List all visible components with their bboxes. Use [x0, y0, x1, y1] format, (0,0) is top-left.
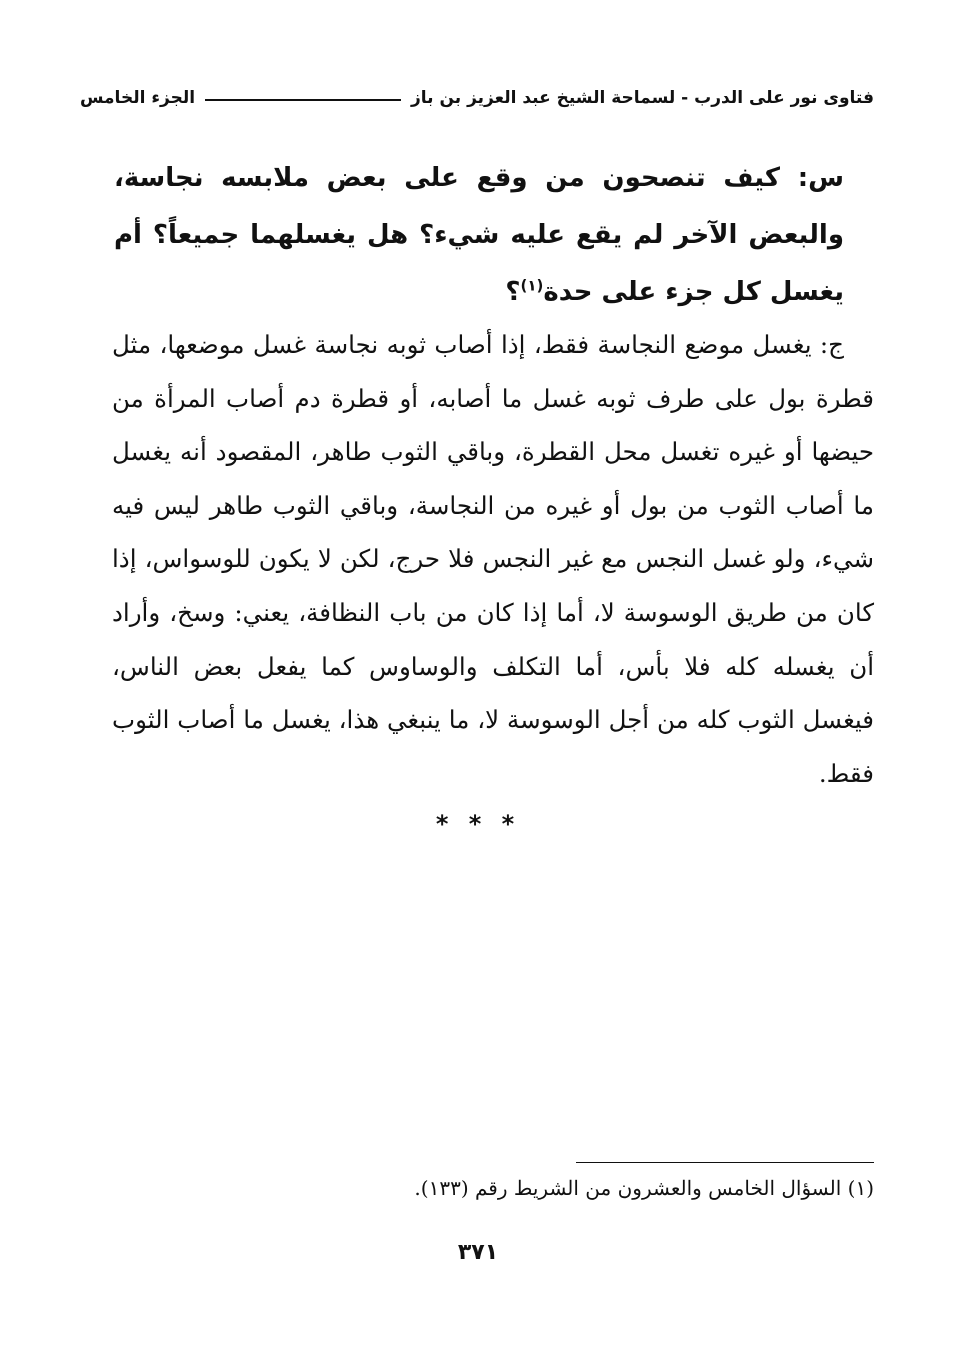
answer-block: [112, 318, 874, 800]
book-title: فتاوى نور على الدرب - لسماحة الشيخ عبد العزيز بن باز: [411, 88, 874, 108]
section-separator: * * *: [435, 810, 521, 838]
question-text: كيف تنصحون من وقع على بعض ملابسه نجاسة، والبعض الآخر لم يقع عليه شيء؟ هل يغسلهما جميعاً؟ أم يغسل كل جزء على حدة: [114, 163, 844, 307]
footnote-rule: [576, 1162, 874, 1163]
footnote: (١) السؤال الخامس والعشرون من الشريط رقم (١٣٣).: [414, 1176, 874, 1200]
question-label: س:: [797, 163, 844, 193]
answer-label: ج:: [819, 330, 844, 359]
volume-label: الجزء الخامس: [80, 88, 196, 108]
answer-text: يغسل موضع النجاسة فقط، إذا أصاب ثوبه نجاسة غسل موضعها، مثل قطرة بول على طرف ثوبه غسل ما أصابه، أو قطرة دم أصاب المرأة من حيضها أو غيره تغسل محل القطرة، وباقي الثوب طاهر، المقصود أنه يغسل ما أصاب الثوب من بول أو غيره من النجاسة، وباقي الثوب طاهر ليس فيه شيء، ولو غسل النجس مع غير النجس فلا حرج، لكن لا يكون للوسواس، إذا كان من طريق الوسوسة لا، أما إذا كان من باب النظافة، يعني: وسخ، وأراد أن يغسله كله فلا بأس، أما التكلف والوساوس كما يفعل بعض الناس، فيغسل الثوب كله من أجل الوسوسة لا، ما ينبغي هذا، يغسل ما أصاب الثوب فقط.: [112, 330, 874, 788]
running-header: [80, 88, 874, 108]
footnote-reference: (١): [520, 276, 544, 295]
page-number: ٣٧١: [457, 1240, 499, 1265]
header-dash-rule: [205, 99, 401, 101]
question-end-mark: ؟: [505, 277, 521, 307]
question-block: [114, 150, 844, 321]
